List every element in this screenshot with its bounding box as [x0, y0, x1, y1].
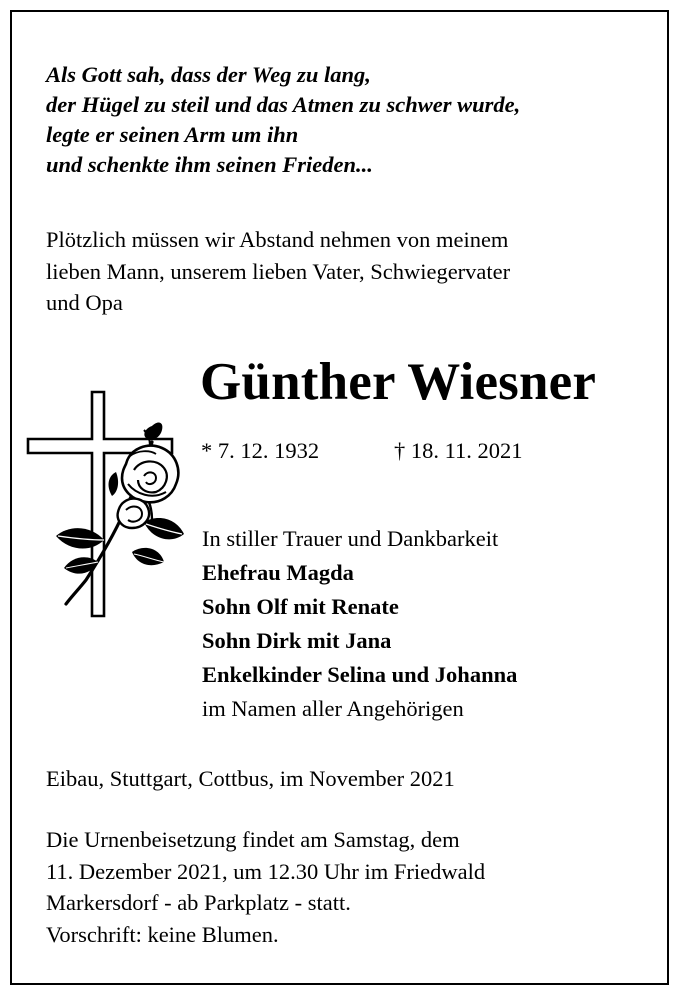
mourners-closing: im Namen aller Angehörigen — [202, 696, 464, 721]
mourner-name: Ehefrau Magda — [202, 560, 354, 585]
place-and-date: Eibau, Stuttgart, Cottbus, im November 2021 — [46, 766, 455, 791]
cross-with-rose-icon — [26, 384, 186, 624]
death-date: † 18. 11. 2021 — [394, 438, 523, 463]
mourners-list — [202, 522, 517, 726]
mourner-name: Sohn Olf mit Renate — [202, 594, 399, 619]
announcement-intro — [46, 224, 510, 319]
intro-line: und Opa — [46, 290, 123, 315]
burial-line: Die Urnenbeisetzung findet am Samstag, dem — [46, 827, 460, 852]
mourner-name: Enkelkinder Selina und Johanna — [202, 662, 518, 687]
burial-notice — [46, 824, 485, 950]
birth-date: * 7. 12. 1932 — [201, 438, 320, 463]
burial-line: 11. Dezember 2021, um 12.30 Uhr im Friedwald — [46, 858, 486, 884]
intro-line: lieben Mann, unserem lieben Vater, Schwiegervater — [46, 258, 511, 284]
quote-line: legte er seinen Arm um ihn — [46, 122, 299, 147]
intro-line: Plötzlich müssen wir Abstand nehmen von meinem — [46, 227, 509, 252]
obituary-frame — [10, 10, 669, 985]
mourner-name: Sohn Dirk mit Jana — [202, 628, 392, 653]
burial-line: Markersdorf - ab Parkplatz - statt. — [46, 890, 351, 915]
memorial-quote — [46, 60, 520, 180]
quote-line: der Hügel zu steil und das Atmen zu schwer wurde, — [46, 92, 521, 117]
deceased-name: Günther Wiesner — [200, 353, 597, 411]
quote-line: Als Gott sah, dass der Weg zu lang, — [46, 62, 371, 87]
mourners-heading: In stiller Trauer und Dankbarkeit — [202, 526, 499, 551]
burial-line: Vorschrift: keine Blumen. — [46, 921, 279, 947]
quote-line: und schenkte ihm seinen Frieden... — [46, 152, 373, 177]
